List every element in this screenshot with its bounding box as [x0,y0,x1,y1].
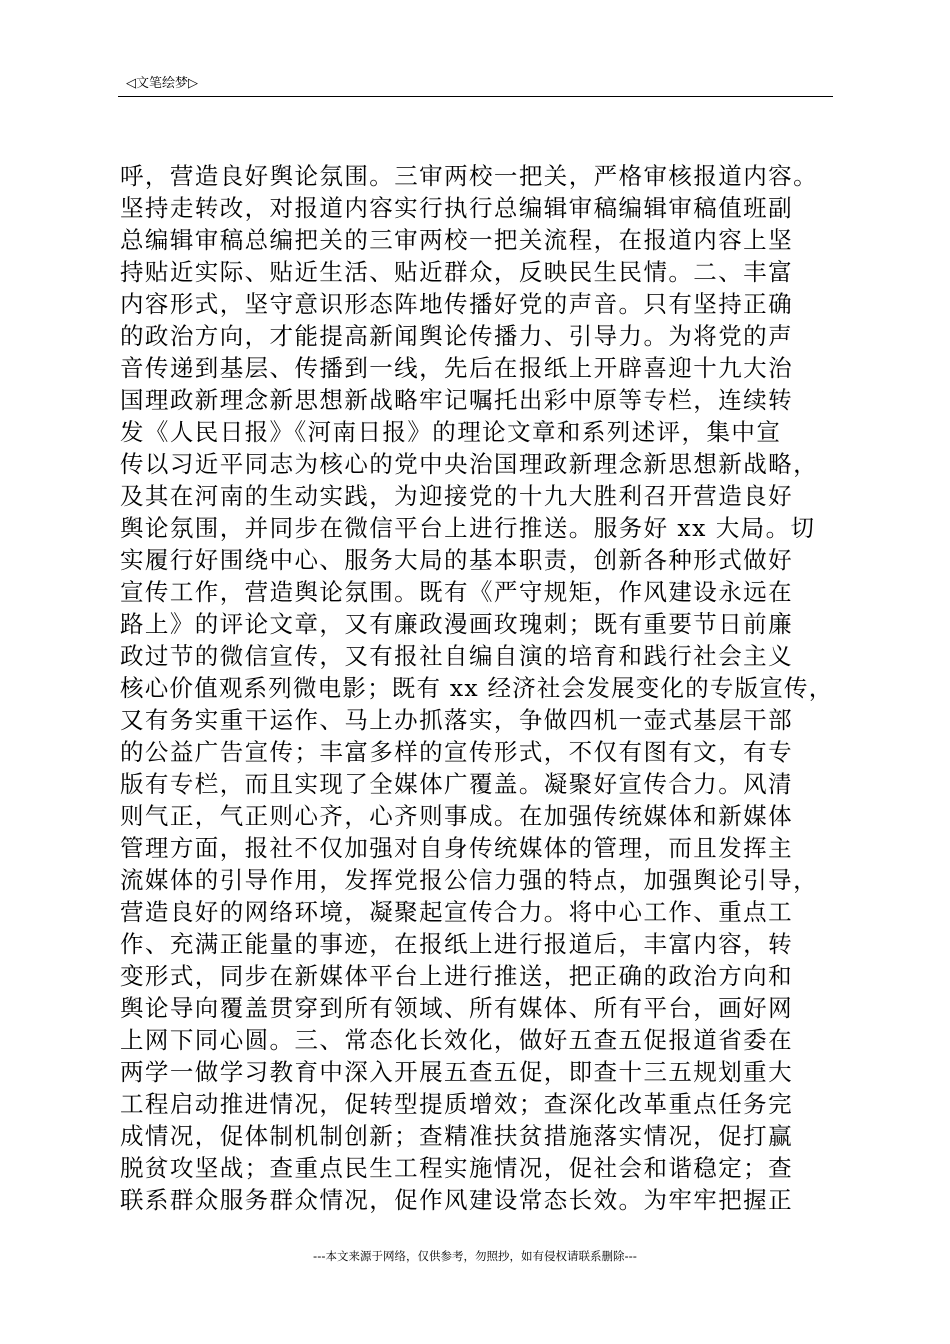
body-line: 政过节的微信宣传，又有报社自编自演的培育和践行社会主义 [120,642,793,670]
body-line: 版有专栏，而且实现了全媒体广覆盖。凝聚好宣传合力。风清 [120,770,793,798]
body-line: 的公益广告宣传；丰富多样的宣传形式，不仅有图有文，有专 [120,738,793,766]
body-line: 成情况，促体制机制创新；查精准扶贫措施落实情况，促打赢 [120,1122,793,1150]
body-line: 营造良好的网络环境，凝聚起宣传合力。将中心工作、重点工 [120,898,793,926]
body-line: 内容形式，坚守意识形态阵地传播好党的声音。只有坚持正确 [120,290,793,318]
body-line: 及其在河南的生动实践，为迎接党的十九大胜利召开营造良好 [120,482,793,510]
body-line: 国理政新理念新思想新战略牢记嘱托出彩中原等专栏，连续转 [120,386,793,414]
body-line: 的政治方向，才能提高新闻舆论传播力、引导力。为将党的声 [120,322,793,350]
body-line: 传以习近平同志为核心的党中央治国理政新理念新思想新战略， [120,450,818,478]
body-line: 音传递到基层、传播到一线，先后在报纸上开辟喜迎十九大治 [120,354,793,382]
body-line: 则气正，气正则心齐，心齐则事成。在加强传统媒体和新媒体 [120,802,793,830]
body-line: 总编辑审稿总编把关的三审两校一把关流程，在报道内容上坚 [120,226,793,254]
body-line: 脱贫攻坚战；查重点民生工程实施情况，促社会和谐稳定；查 [120,1154,793,1182]
body-line: 变形式，同步在新媒体平台上进行推送，把正确的政治方向和 [120,962,793,990]
header-logo: ◁文笔绘梦▷ [126,76,198,91]
body-line: 两学一做学习教育中深入开展五查五促，即查十三五规划重大 [120,1058,793,1086]
body-line: 实履行好围绕中心、服务大局的基本职责，创新各种形式做好 [120,546,793,574]
body-line: 核心价值观系列微电影；既有 xx 经济社会发展变化的专版宣传， [120,674,834,702]
body-line: 上网下同心圆。三、常态化长效化，做好五查五促报道省委在 [120,1026,793,1054]
body-line: 呼，营造良好舆论氛围。三审两校一把关，严格审核报道内容。 [120,162,818,190]
body-line: 舆论氛围，并同步在微信平台上进行推送。服务好 xx 大局。切 [120,514,816,542]
body-line: 持贴近实际、贴近生活、贴近群众，反映民生民情。二、丰富 [120,258,793,286]
body-line: 作、充满正能量的事迹，在报纸上进行报道后，丰富内容，转 [120,930,793,958]
body-line: 工程启动推进情况，促转型提质增效；查深化改革重点任务完 [120,1090,793,1118]
header-divider [118,96,833,97]
body-line: 坚持走转改，对报道内容实行执行总编辑审稿编辑审稿值班副 [120,194,793,222]
body-line: 流媒体的引导作用，发挥党报公信力强的特点，加强舆论引导， [120,866,818,894]
body-line: 联系群众服务群众情况，促作风建设常态长效。为牢牢把握正 [120,1186,793,1214]
body-line: 发《人民日报》《河南日报》的理论文章和系列述评，集中宣 [120,418,782,446]
body-line: 管理方面，报社不仅加强对自身传统媒体的管理，而且发挥主 [120,834,793,862]
body-line: 宣传工作，营造舆论氛围。既有《严守规矩，作风建设永远在 [120,578,793,606]
body-line: 舆论导向覆盖贯穿到所有领域、所有媒体、所有平台，画好网 [120,994,793,1022]
body-line: 路上》的评论文章，又有廉政漫画玫瑰刺；既有重要节日前廉 [120,610,793,638]
document-body [120,160,835,1216]
body-line: 又有务实重干运作、马上办抓落实，争做四机一壶式基层干部 [120,706,793,734]
footer-disclaimer: ---本文来源于网络，仅供参考，勿照抄，如有侵权请联系删除--- [313,1249,637,1263]
